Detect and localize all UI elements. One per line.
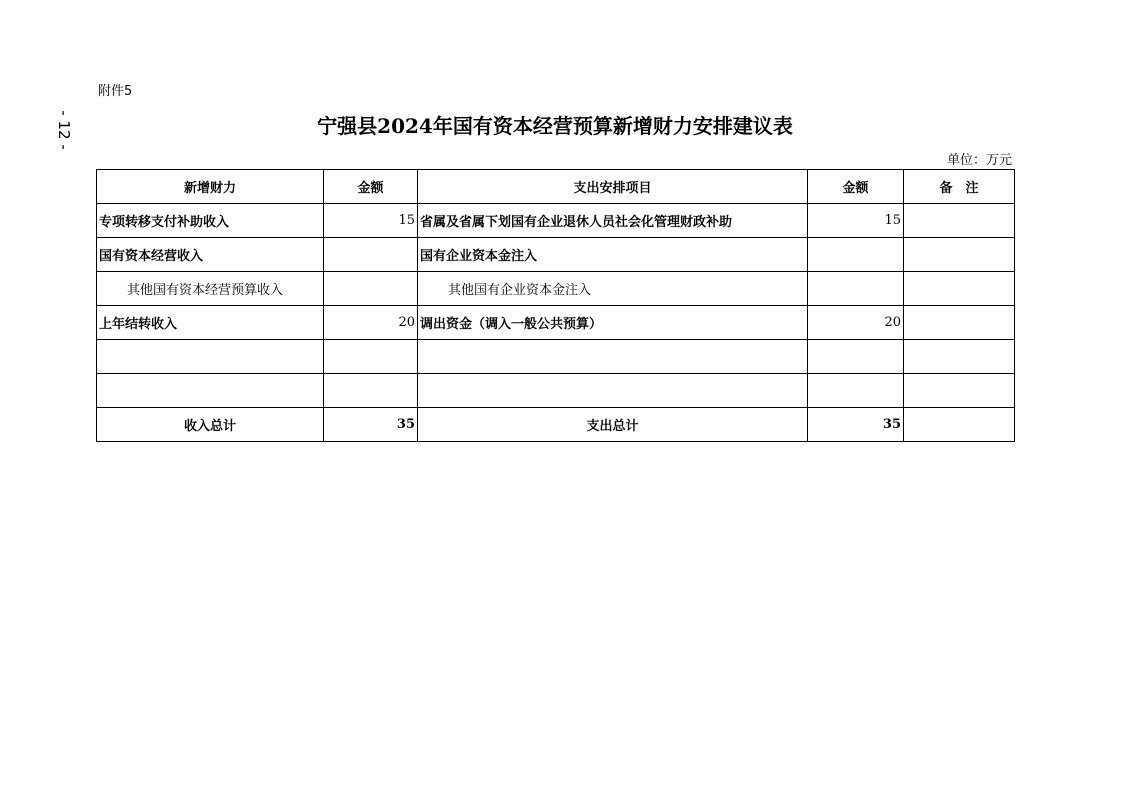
table-header-row: [97, 170, 1015, 204]
income-amount-cell: [324, 238, 418, 272]
remarks-cell: [904, 272, 1015, 306]
income-amount-cell: [324, 340, 418, 374]
page-number: - 12 -: [55, 110, 73, 150]
remarks-cell: [904, 374, 1015, 408]
income-total-label: 收入总计: [97, 408, 324, 442]
income-total-value: 35: [324, 408, 418, 442]
expense-amount-cell: 15: [808, 204, 904, 238]
expense-item-cell: 省属及省属下划国有企业退休人员社会化管理财政补助: [418, 204, 808, 238]
expense-item-cell: [418, 374, 808, 408]
expense-total-value: 35: [808, 408, 904, 442]
expense-item-cell: 国有企业资本金注入: [418, 238, 808, 272]
header-remarks: 备 注: [904, 170, 1015, 204]
totals-row: [97, 408, 1015, 442]
income-amount-cell: [324, 272, 418, 306]
income-amount-cell: [324, 374, 418, 408]
expense-amount-cell: [808, 272, 904, 306]
expense-amount-cell: [808, 340, 904, 374]
attachment-label: 附件5: [98, 84, 133, 99]
expense-amount-cell: [808, 374, 904, 408]
header-income-item: 新增财力: [97, 170, 324, 204]
remarks-cell: [904, 204, 1015, 238]
totals-remarks-cell: [904, 408, 1015, 442]
remarks-cell: [904, 306, 1015, 340]
expense-total-label: 支出总计: [418, 408, 808, 442]
table-row: [97, 204, 1015, 238]
table-row: [97, 306, 1015, 340]
expense-amount-cell: [808, 238, 904, 272]
table-row: [97, 238, 1015, 272]
expense-amount-cell: 20: [808, 306, 904, 340]
remarks-cell: [904, 238, 1015, 272]
header-expense-amount: 金额: [808, 170, 904, 204]
unit-label: 单位：万元: [946, 153, 1012, 168]
header-income-amount: 金额: [324, 170, 418, 204]
table-row: [97, 340, 1015, 374]
expense-item-cell: [418, 340, 808, 374]
income-item-cell: 上年结转收入: [97, 306, 324, 340]
header-expense-item: 支出安排项目: [418, 170, 808, 204]
income-item-cell: [97, 374, 324, 408]
income-item-cell: [97, 340, 324, 374]
expense-item-cell: 其他国有企业资本金注入: [418, 272, 808, 306]
income-item-cell: 国有资本经营收入: [97, 238, 324, 272]
income-item-cell: 其他国有资本经营预算收入: [97, 272, 324, 306]
income-item-cell: 专项转移支付补助收入: [97, 204, 324, 238]
table-row: [97, 272, 1015, 306]
table-row: [97, 374, 1015, 408]
budget-table: [96, 169, 1015, 442]
page-title: 宁强县2024年国有资本经营预算新增财力安排建议表: [317, 114, 793, 138]
income-amount-cell: 20: [324, 306, 418, 340]
income-amount-cell: 15: [324, 204, 418, 238]
remarks-cell: [904, 340, 1015, 374]
expense-item-cell: 调出资金（调入一般公共预算）: [418, 306, 808, 340]
